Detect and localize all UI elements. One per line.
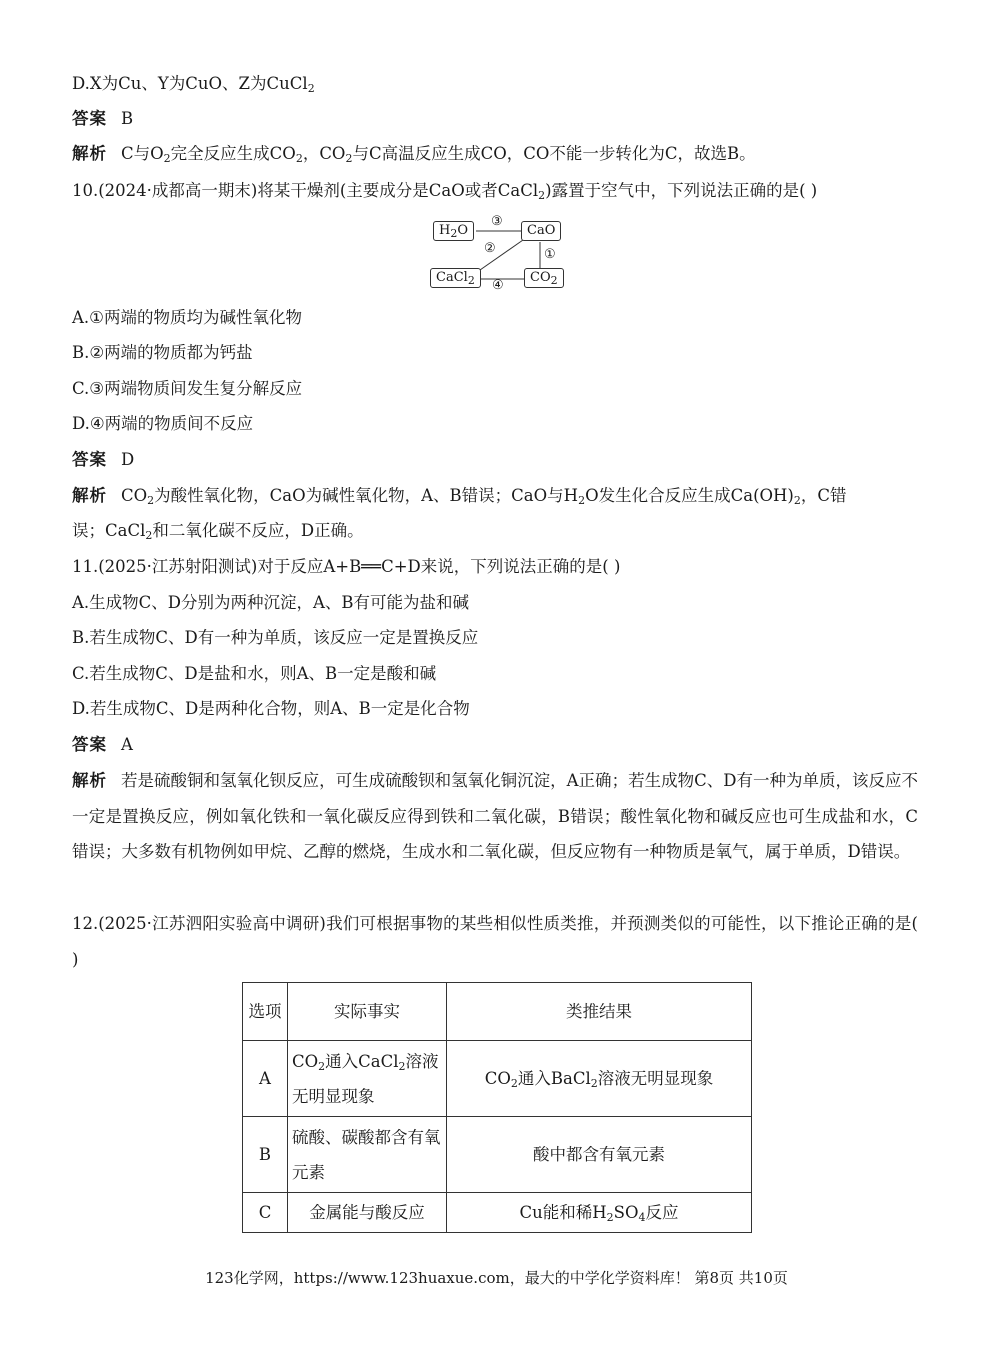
node-cao: CaO [521, 221, 561, 241]
analysis-paragraph: 解析 若是硫酸铜和氢氧化钡反应，可生成硫酸钡和氢氧化铜沉淀，A正确；若生成物C、D有一种为单质，该反应不一定是置换反应，例如氧化铁和一氧化碳反应得到铁和二氧化碳，B错误；酸性氧化物和碱反应也可生成盐和水，C错误；大多数有机物例如甲烷、乙醇的燃烧，生成水和二氧化碳，但反应物有一种物质是氧气，属于单质，D错误。 [72, 771, 918, 861]
table-cell-fact: 金属能与酸反应 [288, 1193, 447, 1233]
table-cell-option: C [243, 1193, 288, 1233]
option-text: A.①两端的物质均为碱性氧化物 [72, 308, 302, 327]
circled-number-1: ① [544, 247, 556, 262]
answer-label: 答案 [72, 450, 107, 469]
analysis-label: 解析 [72, 771, 108, 790]
node-co2: $CO_2$ [524, 268, 564, 288]
conversion-diagram [428, 212, 568, 292]
analysis-line: 解析 C与$O_2$完全反应生成$CO_2$，$CO_2$与C高温反应生成CO，CO不能一步转化为C，故选B。 [72, 144, 756, 165]
answer-label: 答案 [72, 109, 107, 128]
option-text: B.②两端的物质都为钙盐 [72, 343, 253, 362]
table-cell-fact: 硫酸、碳酸都含有氧元素 [288, 1117, 447, 1193]
option-text: A.生成物C、D分别为两种沉淀，A、B有可能为盐和碱 [72, 593, 470, 612]
table-cell-option: B [243, 1117, 288, 1193]
option-text: C.若生成物C、D是盐和水，则A、B一定是酸和碱 [72, 664, 437, 683]
circled-number-3: ③ [491, 214, 503, 229]
answer-value: A [121, 735, 133, 754]
circled-number-4: ④ [492, 278, 504, 293]
option-text: C.③两端物质间发生复分解反应 [72, 379, 303, 398]
node-h2o: $H_2O$ [433, 221, 474, 241]
circled-number-2: ② [484, 241, 496, 256]
table-cell-result: Cu能和稀$H_2SO_4$反应 [447, 1193, 752, 1233]
node-cacl2: CaCl$_2$ [430, 268, 481, 288]
question-stem: 10.(2024·成都高一期末)将某干燥剂(主要成分是CaO或者CaCl$_2$)露置于空气中，下列说法正确的是( ) [72, 181, 818, 202]
option-text: D.④两端的物质间不反应 [72, 414, 254, 433]
question-stem: 11.(2025·江苏射阳测试)对于反应A+B══C+D来说，下列说法正确的是( ) [72, 557, 621, 576]
answer-value: D [121, 450, 135, 469]
table-cell-fact: $CO_2$通入CaCl$_2$溶液无明显现象 [288, 1041, 447, 1117]
answer-line [72, 449, 134, 471]
answer-line [72, 108, 133, 130]
analysis-label: 解析 [72, 144, 107, 163]
table-cell-result: $CO_2$通入BaCl$_2$溶液无明显现象 [447, 1041, 752, 1117]
answer-value: B [121, 109, 134, 128]
table-header-cell: 选项 [243, 983, 288, 1041]
analysis-line: 解析 $CO_2$为酸性氧化物，CaO为碱性氧化物，A、B错误；CaO与$H_2O$发生化合反应生成$Ca(OH)_2$，C错 [72, 486, 847, 507]
table-row [243, 1041, 752, 1117]
question-stem: 12.(2025·江苏泗阳实验高中调研)我们可根据事物的某些相似性质类推，并预测类似的可能性，以下推论正确的是( ) [72, 914, 918, 969]
option-text: B.若生成物C、D有一种为单质，该反应一定是置换反应 [72, 628, 479, 647]
option-text: D.若生成物C、D是两种化合物，则A、B一定是化合物 [72, 699, 470, 718]
option-text: D.X为Cu、Y为CuO、Z为CuCl$_2$ [72, 74, 315, 95]
analysis-label: 解析 [72, 486, 107, 505]
answer-line [72, 734, 133, 756]
analogy-table [242, 982, 752, 1233]
table-header-cell: 实际事实 [288, 983, 447, 1041]
answer-label: 答案 [72, 735, 107, 754]
table-row [243, 1193, 752, 1233]
analysis-line: 误；CaCl$_2$和二氧化碳不反应，D正确。 [72, 521, 364, 542]
page-footer: 123化学网，https://www.123huaxue.com，最大的中学化学资料库！ 第8页 共10页 [205, 1269, 788, 1287]
table-cell-result: 酸中都含有氧元素 [447, 1117, 752, 1193]
table-header-cell: 类推结果 [447, 983, 752, 1041]
table-header-row [243, 983, 752, 1041]
table-row [243, 1117, 752, 1193]
table-cell-option: A [243, 1041, 288, 1117]
